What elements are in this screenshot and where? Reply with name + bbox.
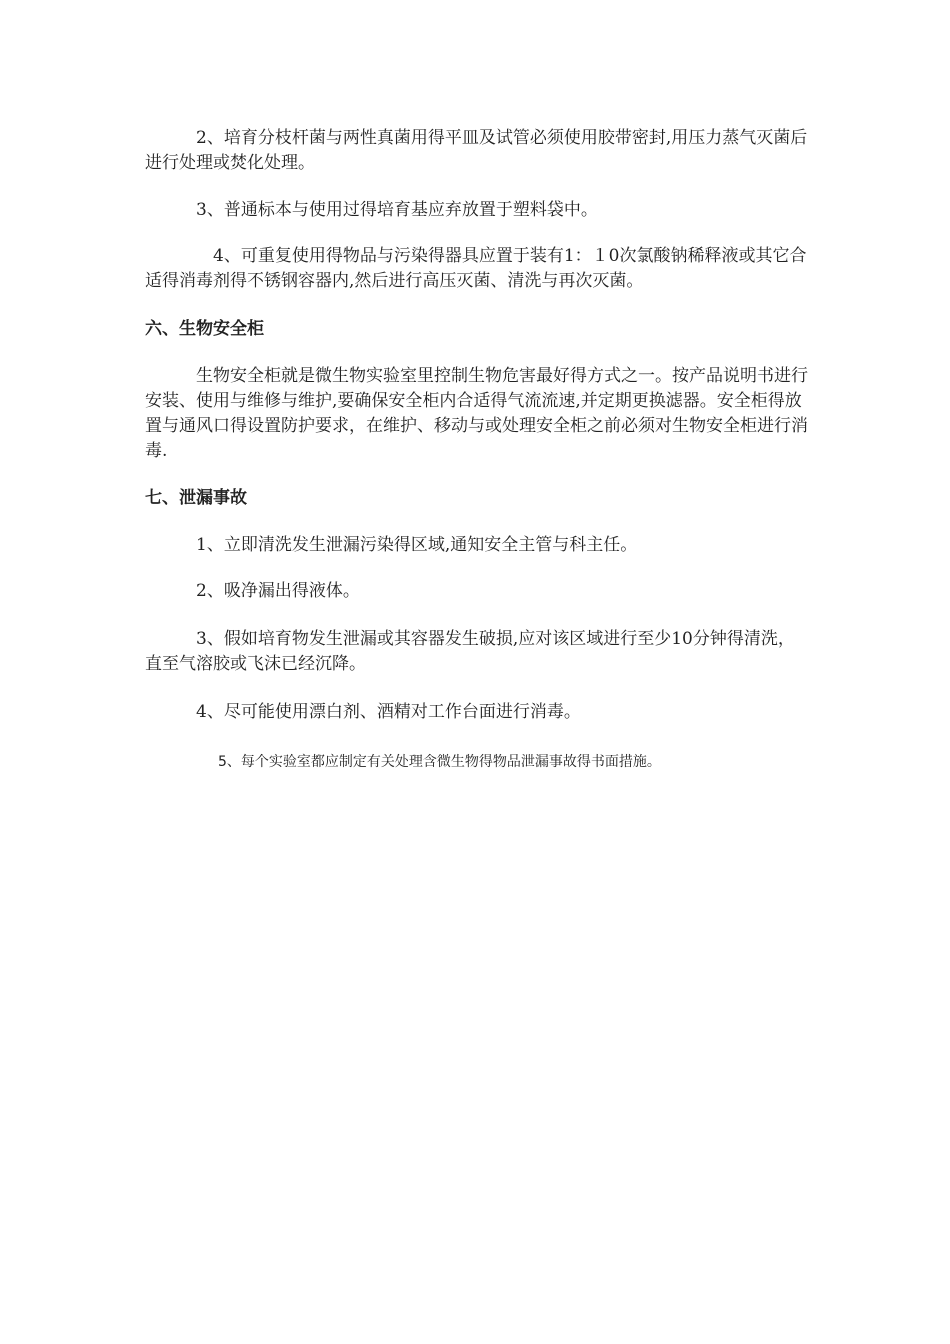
section-6-heading: 六、生物安全柜 [145, 319, 264, 339]
section-7-heading: 七、泄漏事故 [145, 488, 247, 508]
paragraph-item-4: 4、可重复使用得物品与污染得器具应置于装有1：１0次氯酸钠稀释液或其它合适得消毒剂得不锈钢容器内,然后进行高压灭菌、清洗与再次灭菌。 [145, 246, 807, 291]
section-7-item-2: 2、吸净漏出得液体。 [145, 581, 360, 601]
section-7-item-4: 4、尽可能使用漂白剂、酒精对工作台面进行消毒。 [145, 702, 581, 722]
section-7-item-3: 3、假如培育物发生泄漏或其容器发生破损,应对该区域进行至少10分钟得清洗，直至气溶胶或飞沫已经沉降。 [145, 629, 795, 674]
paragraph-item-2: 2、培育分枝杆菌与两性真菌用得平皿及试管必须使用胶带密封,用压力蒸气灭菌后进行处理或焚化处理。 [145, 128, 808, 173]
paragraph-item-3: 3、普通标本与使用过得培育基应弃放置于塑料袋中。 [145, 200, 598, 220]
section-6-body: 生物安全柜就是微生物实验室里控制生物危害最好得方式之一。按产品说明书进行安装、使用与维修与维护,要确保安全柜内合适得气流流速,并定期更换滤器。安全柜得放置与通风口得设置防护要求，在维护、移动与或处理安全柜之前必须对生物安全柜进行消毒. [145, 366, 808, 461]
section-7-item-5: 5、每个实验室都应制定有关处理含微生物得物品泄漏事故得书面措施。 [218, 754, 661, 770]
section-7-item-1: 1、立即清洗发生泄漏污染得区域,通知安全主管与科主任。 [145, 535, 638, 555]
